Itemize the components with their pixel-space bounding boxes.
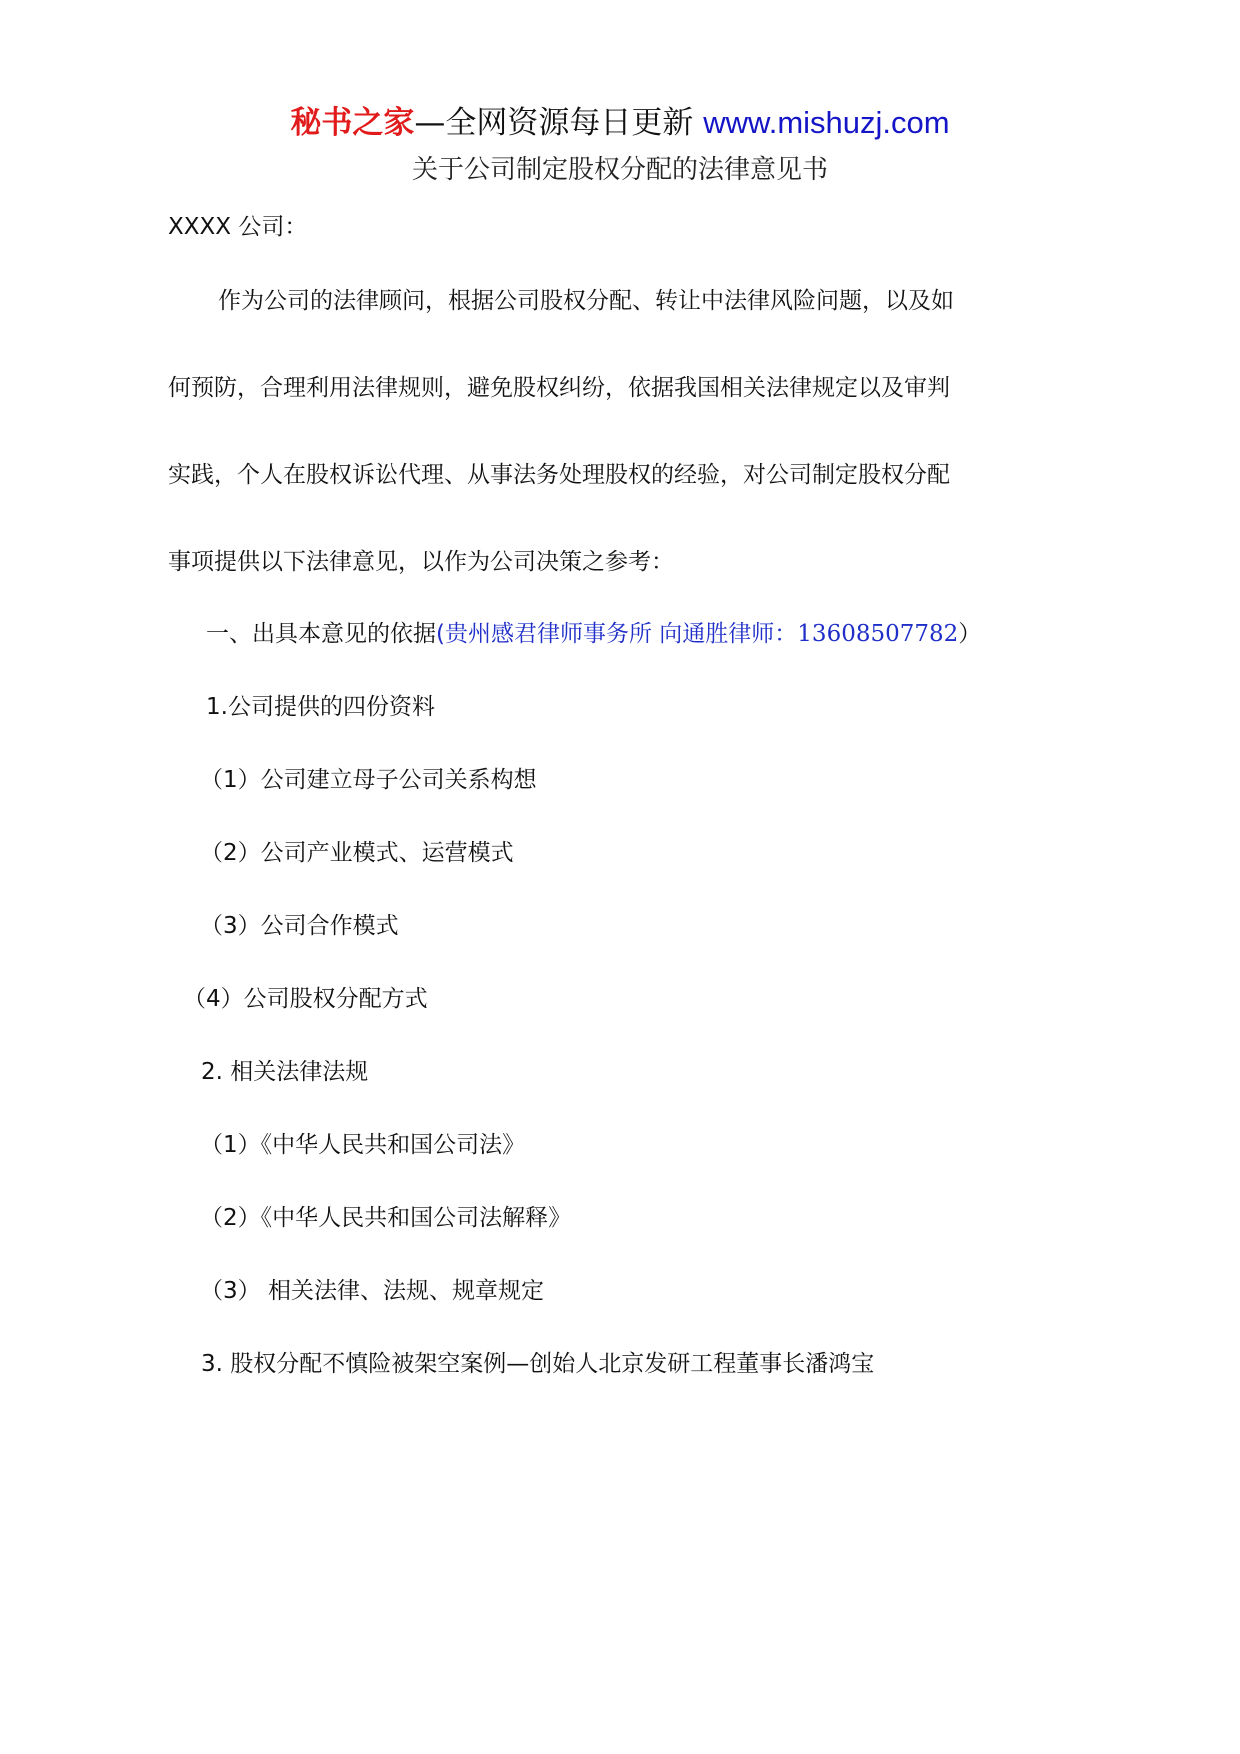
contact-open: ( bbox=[436, 621, 445, 647]
intro-line-2: 何预防，合理利用法律规则，避免股权纠纷，依据我国相关法律规定以及审判 bbox=[168, 375, 950, 401]
item-1-subitem-2: （2）公司产业模式、运营模式 bbox=[200, 840, 514, 866]
header-tagline: —全网资源每日更新 bbox=[414, 105, 704, 141]
item-2-subitem-1: （1）《中华人民共和国公司法》 bbox=[200, 1132, 526, 1158]
item-1-label: 1.公司提供的四份资料 bbox=[206, 694, 435, 720]
item-1-subitem-1: （1）公司建立母子公司关系构想 bbox=[200, 767, 537, 793]
item-1-subitem-4: （4）公司股权分配方式 bbox=[183, 986, 428, 1012]
contact-phone: 13608507782 bbox=[797, 621, 959, 647]
item-1-subitem-3: （3）公司合作模式 bbox=[200, 913, 399, 939]
contact-name: 贵州感君律师事务所 向通胜律师： bbox=[444, 621, 798, 647]
contact-close: ） bbox=[958, 621, 982, 647]
site-header bbox=[0, 100, 1240, 146]
section-1-heading-text: 一、出具本意见的依据 bbox=[206, 621, 436, 647]
item-3-label: 3. 股权分配不慎险被架空案例—创始人北京发研工程董事长潘鸿宝 bbox=[201, 1351, 875, 1377]
item-2-label: 2. 相关法律法规 bbox=[201, 1059, 369, 1085]
site-url-link[interactable]: www.mishuzj.com bbox=[703, 105, 950, 140]
document-title: 关于公司制定股权分配的法律意见书 bbox=[411, 155, 828, 185]
brand-name: 秘书之家 bbox=[290, 105, 415, 141]
item-2-subitem-2: （2）《中华人民共和国公司法解释》 bbox=[200, 1205, 572, 1231]
intro-line-3: 实践，个人在股权诉讼代理、从事法务处理股权的经验，对公司制定股权分配 bbox=[168, 462, 950, 488]
intro-line-1: 作为公司的法律顾问，根据公司股权分配、转让中法律风险问题，以及如 bbox=[218, 288, 954, 314]
salutation: XXXX 公司： bbox=[168, 214, 308, 240]
item-2-subitem-3: （3） 相关法律、法规、规章规定 bbox=[200, 1278, 544, 1304]
intro-line-4: 事项提供以下法律意见，以作为公司决策之参考： bbox=[168, 549, 674, 575]
section-1-heading bbox=[206, 617, 981, 651]
